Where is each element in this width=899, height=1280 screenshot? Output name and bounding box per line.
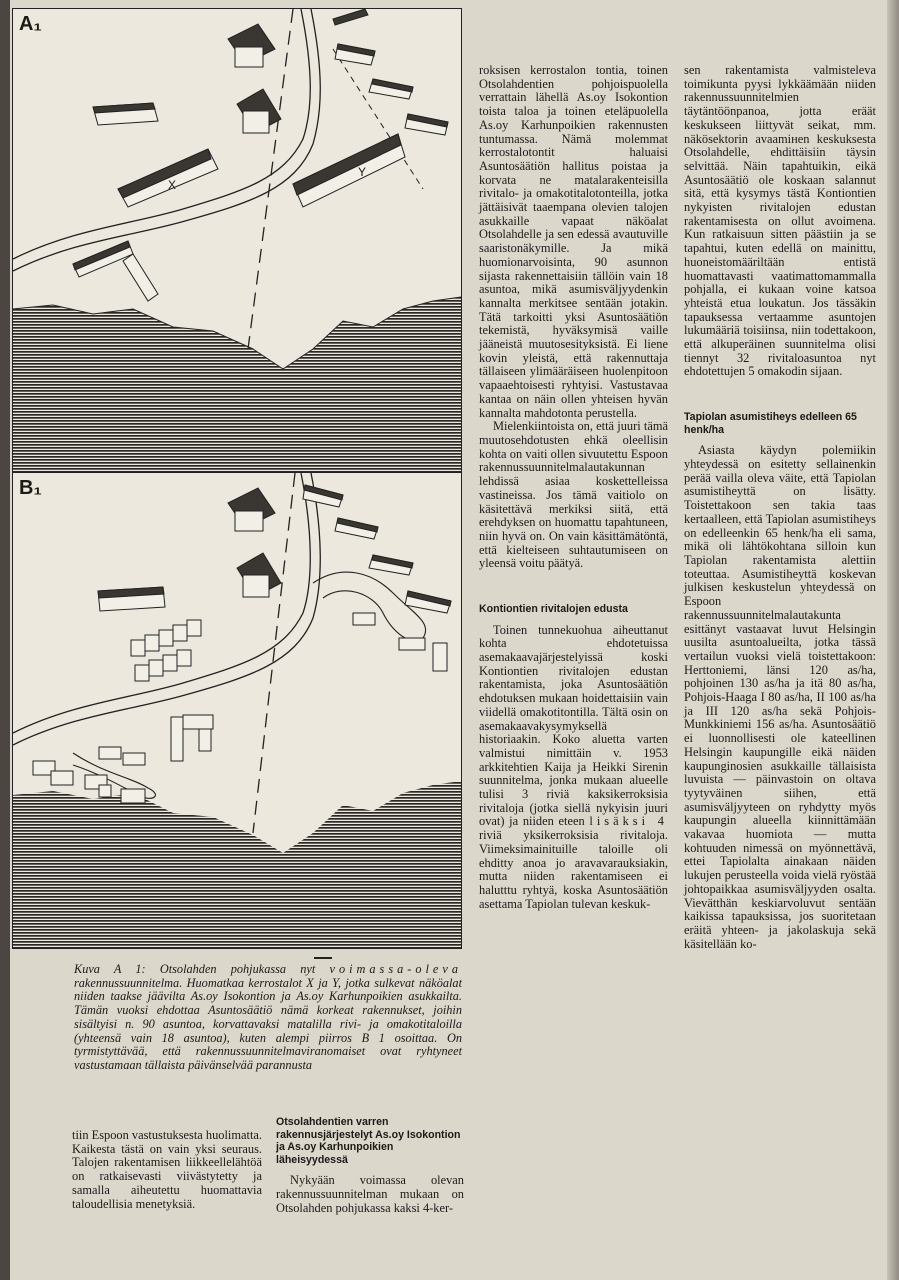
buildings-b1 bbox=[33, 485, 451, 803]
water-area bbox=[13, 781, 461, 948]
column-1 bbox=[72, 1129, 262, 1211]
caption-spaced: voimassa-oleva bbox=[329, 962, 462, 976]
col4-heading: Tapiolan asumistiheys edelleen 65 henk/ha bbox=[684, 411, 857, 436]
page-edge-shadow bbox=[0, 0, 10, 1280]
col1-paragraph: tiin Espoon vastustuksesta huolimatta. Kaikesta tästä on vain yksi seuraus. Talojen rakentamisen liikkeellelähtöä on ratkaisevasti viivästytetty ja samalla aiheutettu huomattavia taloudellisia menetyksiä. bbox=[72, 1128, 262, 1211]
site-plan-a1 bbox=[12, 8, 462, 473]
col3-paragraph-2: Mielenkiintoista on, että juuri tämä muutosehdotusten ehkä oleellisin kohta on vaiti ollen sivuutettu Espoon rakennussuunnitelmalautakunnan lehdissä asiaa koskettelleissa vastineissa. Jos tämä vaitiolo on käsitettävä merkiksi siitä, että erehdyksen on huomattu tapahtuneen, niin hyvä on. On vain käsittämätöntä, että kielteiseen suhtautumiseen on yleensä voitu päätyä. bbox=[479, 419, 668, 571]
building-x-label: X bbox=[168, 178, 177, 192]
site-plan-a1-drawing bbox=[13, 9, 461, 472]
col3-paragraph-3 bbox=[479, 624, 668, 912]
col2-heading: Otsolahdentien varren rakennusjärjestelyt As.oy Isokontion ja As.oy Karhunpoikien läheisyydessä bbox=[276, 1116, 461, 1166]
column-2 bbox=[276, 1116, 464, 1215]
building-y-label: Y bbox=[358, 165, 367, 179]
site-plan-b1-drawing bbox=[13, 473, 461, 948]
col4-paragraph-1: sen rakentamista valmisteleva toimikunta pyysi lykkäämään niiden rakennussuunnitelmien täytäntöönpanoa, jotta eräät keskukseen liittyvät seikat, mm. näkösektorin avaamінen keskuksesta Otsolahdelle, ehdittäisiin täysin selvittää. Näin tapahtuikin, eikä Asuntosäätiö ole koskaan salannut sitä, että kysymys tästä Kontiontien nykyisten rivitalojen edustan rakentamisesta on ollut avoimena. Kun ratkaisuun sitten päästiin ja se tapahtui, kuten edellä on mainittu, huoneistomääriltään entistä huomattavasti vaatimattomammalla pohjalla, ei kukaan voine katsoa yhteistä etua loukatun. Jos tässäkin tapauksessa vertaamme asuntojen lukumääriä toisiinsa, niin todettakoon, että alkuperäinen suunnitelma olisi tiennyt 32 rivitaloasuntoa nyt ehdotettujen 5 omakodin sijaan. bbox=[684, 63, 876, 379]
column-3 bbox=[479, 64, 668, 911]
water-area bbox=[13, 297, 461, 472]
col3-p3-spaced: lisäksi 4 bbox=[589, 814, 668, 829]
col3-p3-rest: riviä yksikerroksisia rivitaloja. Viimeksimainituille taloille oli ehditty anoa jo aravavarauksiakin, mutta niiden rakentamiseen ei halutttu ryhtyä, koska Asuntosäätiön asettama Tapiolan tulevan keskuk- bbox=[479, 828, 668, 911]
col3-paragraph-1: roksisen kerrostalon tontia, toinen Otsolahdentien pohjoispuolella verrattain lähellä As.oy Isokontion toista taloa ja toinen eteläpuolella As.oy Karhunpoikien rakennusten tuntumassa. Nämä molemmat kerrostalotontit haluaisi Asuntosäätiön hallitus poistaa ja korvata ne matalarakenteisilla rivitalo- ja omakotitalotonteilla, jotka jättäisivät taaempana olevien talojen asukkaille vapaat näköalat Otsolahdelle ja sen edessä avautuville saaristonäkymille. Ja mikä huomionarvoisinta, 90 asunnon sijasta rakennettaisiin tällöin vain 18 asuntoa, mikä asumisväljyydenkin kannalta merkitsee sentään jotakin. Tätä tarkoitti yksi Asuntosäätiön tekemistä, hyväksymisä vaille jääneistä muutosesityksistä. Ei liene kovin yleistä, että rakennuttaja tällaiseen ylimääräiseen huolenpitoon vapaaehtoisesti ryhtyisi. Vastustavaa kantaa on näin ollen yhteisen hyvän kannalta mahdotonta perustella. bbox=[479, 63, 668, 420]
caption-lead: Kuva A 1: Otsolahden pohjukassa nyt bbox=[74, 962, 316, 976]
col3-p3-text: Toinen tunnekuohua aiheuttanut kohta ehdotetuissa asemakaavajärjestelyissä koski Kontiontien rivitalojen edustan rakentamista, joka Asuntosäätiön ehdotuksen mukaan hoidettaisiin vain viidellä omakotitontilla. Tältä osin on asemakaavakysymyksellä historiaakin. Koko aluetta varten valmistui nimittäin v. 1953 arkkitehtien Kaija ja Heikki Sirenin suunnitelma, jonka mukaan alueelle tulisi 3 riviä kaksikerroksisia rivitaloja (jotka siellä nykyisin juuri ovat) ja niiden eteen bbox=[479, 622, 668, 829]
page-curl-shadow bbox=[887, 0, 899, 1280]
caption-rest: rakennussuunnitelma. Huomatkaa kerrostalot X ja Y, jotka sulkevat näköalat niiden taakse jäävilta As.oy Isokontion ja As.oy Karhunpoikien asukkailta. Tämän vuoksi ehdottaa Asuntosäätiö nämä korkeat rakennukset, joihin sisältyisi n. 90 asuntoa, korvattavaksi matalilla rivi- ja omakotitaloilla (yhteensä vain 18 asuntoa), kuten alempi piirros B 1 osoittaa. On tyrmistyttävää, että rakennussuunnitelmaviranomaiset ovat ryhtyneet vastustamaan tällaista päivänselvää parannusta bbox=[74, 975, 462, 1072]
figure-caption bbox=[74, 963, 462, 1073]
map-b1-label: B₁ bbox=[19, 477, 42, 499]
caption-dash bbox=[314, 957, 332, 959]
loop-road bbox=[313, 572, 426, 641]
col4-paragraph-2: Asiasta käydyn polemiikin yhteydessä on esitetty sellainenkin perää vailla oleva väite, että Tapiolan asumistiheyttä on lisätty. Toistettakoon sen takia taas kertaalleen, että Tapiolan asumistiheys on edelleenkin 65 henk/ha eli sama, mikä oli lähtökohtana silloin kun Tapiolan rakentamista alettiin toteuttaa. Asumistiheyttä koskevan julkisen keskustelun yhteydessä on Espoon rakennussuunnitelmalautakunta esittänyt vastaavat luvut Helsingin uusilta asuntoalueilta, jotka tässä vertailun vuoksi vielä toistettakoon: Herttoniemi, länsi 120 as/ha, pohjoinen 130 as/ha ja itä 80 as/ha, Pohjois-Haaga I 80 as/ha, II 100 as/ha ja III 120 as/ha sekä Pohjois-Munkkiniemi 156 as/ha. Asuntosäätiö ei luonnollisesti ole kateellinen Helsingin kaupungille eikä näiden kaupunginosien asukkaille tällaisista luvuista — päinvastoin on oltava tyytyväinen siihen, että asumisväljyyteen on ryhdytty myös kaupungin alueella kiinnittämään vakavaa huomiota — mutta kohtuuden nimessä on myönnettävä, ettei Tapiolalta ainakaan näiden lukujen perusteella voida vielä ryöstää johtopaikkaa asumisväljyyden osalta. Vievätthän keskiarvoluvut sentään kaikissa tapauksissa, jos suoritetaan eräitä yhteen- ja jakolaskuja sekä käsitellään ko- bbox=[684, 443, 876, 951]
map-a1-label: A₁ bbox=[19, 13, 42, 35]
site-plan-b1 bbox=[12, 472, 462, 949]
col3-heading: Kontiontien rivitalojen edusta bbox=[479, 603, 628, 616]
col2-paragraph: Nykyään voimassa olevan rakennussuunnitelman mukaan on Otsolahden pohjukassa kaksi 4-ker- bbox=[276, 1173, 464, 1215]
column-4 bbox=[684, 64, 876, 951]
